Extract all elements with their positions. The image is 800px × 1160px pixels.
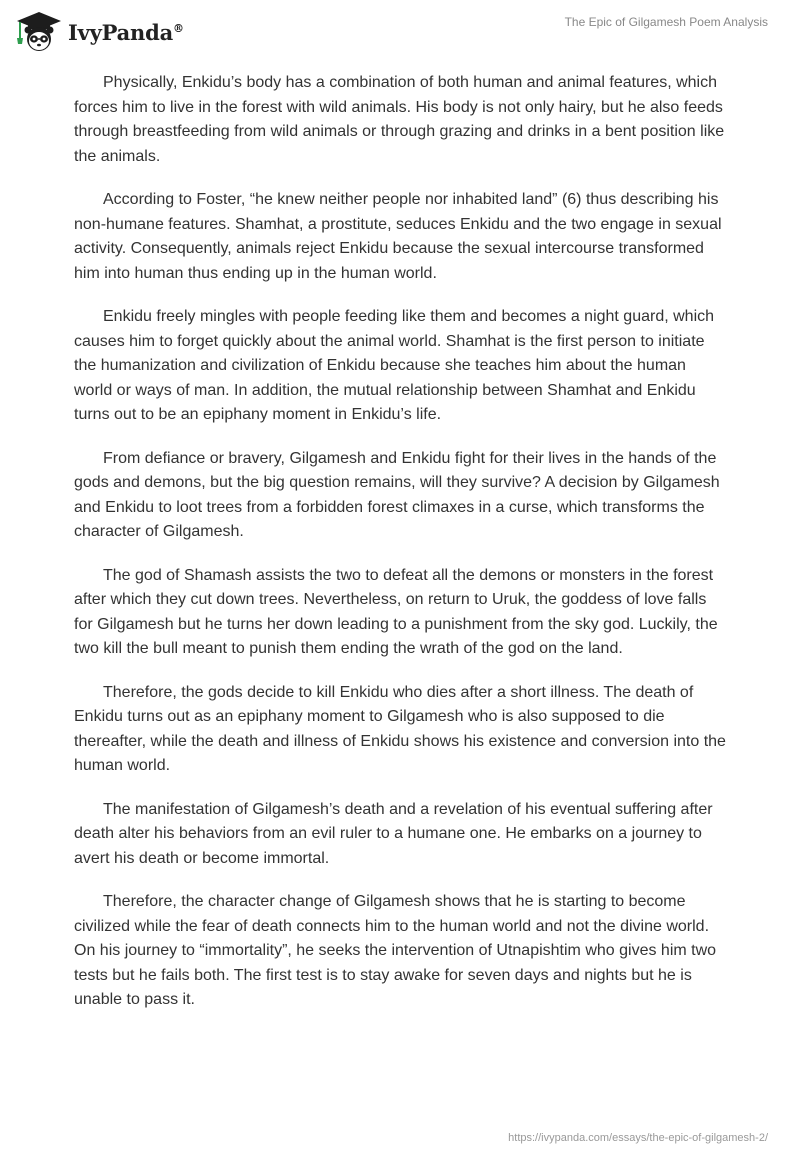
paragraph-4: From defiance or bravery, Gilgamesh and Enkidu fight for their lives in the hands of the gods and demons, but the big question remains, will they survive? A decision by Gilgamesh and Enkidu to loot trees from a forbidden forest climaxes in a curse, which transforms the character of Gilgamesh. [74,449,720,540]
paragraph-2: According to Foster, “he knew neither people nor inhabited land” (6) thus describing his non-humane features. Shamhat, a prostitute, seduces Enkidu and the two engage in sexual activity. Consequently, animals reject Enkidu because the sexual intercourse transformed him into human thus ending up in the human world. [74,191,722,282]
essay-body [74,71,728,1032]
logo-wordmark: IvyPanda® [68,19,184,45]
paragraph-3: Enkidu freely mingles with people feeding like them and becomes a night guard, which causes him to forget quickly about the animal world. Shamhat is the first person to initiate the humanization and civilization of Enkidu because she teaches him about the human world or ways of man. In addition, the mutual relationship between Shamhat and Enkidu turns out to be an epiphany moment in Enkidu’s life. [74,308,715,423]
source-url[interactable]: https://ivypanda.com/essays/the-epic-of-gilgamesh-2/ [508,1132,768,1144]
paragraph-8: Therefore, the character change of Gilgamesh shows that he is starting to become civilized while the fear of death connects him to the human world and not the divine world. On his journey to “immortality”, he seeks the intervention of Utnapishtim who gives him two tests but he fails both. The first test is to stay awake for seven days and nights but he is unable to pass it. [74,893,717,1008]
paragraph-6: Therefore, the gods decide to kill Enkidu who dies after a short illness. The death of Enkidu turns out as an epiphany moment to Gilgamesh who is also supposed to die thereafter, while the death and illness of Enkidu shows his existence and conversion into the human world. [74,683,726,774]
ivypanda-logo[interactable] [14,10,184,54]
panda-graduate-icon [14,10,64,54]
paragraph-5: The god of Shamash assists the two to defeat all the demons or monsters in the forest after which they cut down trees. Nevertheless, on return to Uruk, the goddess of love falls for Gilgamesh but he turns her down leading to a punishment from the sky god. Luckily, the two kill the bull meant to punish them ending the wrath of the god on the land. [74,566,718,657]
paragraph-1: Physically, Enkidu’s body has a combination of both human and animal features, which forces him to live in the forest with wild animals. His body is not only hairy, but he also feeds through breastfeeding from wild animals or through grazing and drinks in a bent position like the animals. [74,74,725,165]
paragraph-7: The manifestation of Gilgamesh’s death and a revelation of his eventual suffering after death alter his behaviors from an evil ruler to a humane one. He embarks on a journey to avert his death or become immortal. [74,800,713,867]
page-header [0,0,800,70]
document-title: The Epic of Gilgamesh Poem Analysis [564,15,768,29]
